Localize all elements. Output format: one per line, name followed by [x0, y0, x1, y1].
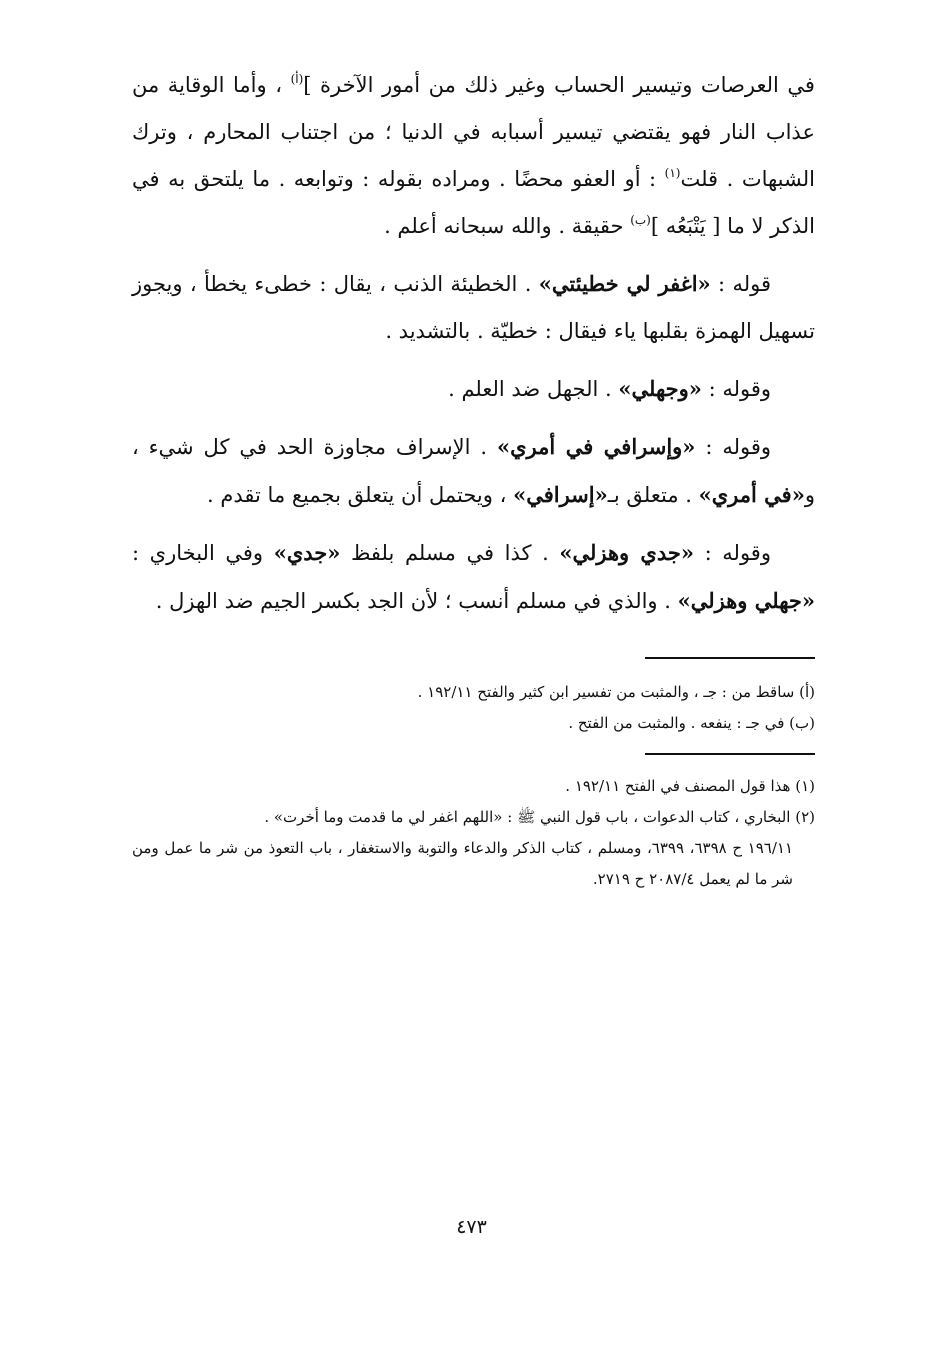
- source-note-2-continuation: ١٩٦/١١ ح ٦٣٩٨، ٦٣٩٩، ومسلم ، كتاب الذكر والدعاء والتوبة والاستغفار ، باب التعوذ من شر ما عمل ومن شر ما لم يعمل ٢٠٨٧/٤ ح ٢٧١٩.: [132, 839, 793, 888]
- page-number: ٤٧٣: [456, 1216, 487, 1238]
- footnote-separator-sources: [645, 753, 815, 755]
- variant-marker-b: (ب): [630, 213, 651, 227]
- explanation-jahli: وقوله : «وجهلي» . الجهل ضد العلم .: [448, 376, 771, 401]
- explanation-israfi: وقوله : «وإسرافي في أمري» . الإسراف مجاوزة الحد في كل شيء ، و«في أمري» . متعلق بـ«إسرافي» ، ويحتمل أن يتعلق بجميع ما تقدم .: [132, 434, 815, 507]
- variant-note-b: (ب) في جـ : ينفعه . والمثبت من الفتح .: [568, 714, 815, 732]
- source-note-1: (١) هذا قول المصنف في الفتح ١٩٢/١١ .: [565, 777, 815, 795]
- footnote-marker-1: (١): [664, 166, 681, 180]
- footnote-separator-variants: [645, 657, 815, 659]
- variant-note-a: (أ) ساقط من : جـ ، والمثبت من تفسير ابن كثير والفتح ١٩٢/١١ .: [417, 683, 815, 701]
- explanation-jiddi: وقوله : «جدي وهزلي» . كذا في مسلم بلفظ «جدي» وفي البخاري : «جهلي وهزلي» . والذي في مسلم أنسب ؛ لأن الجد بكسر الجيم ضد الهزل .: [132, 540, 815, 613]
- explanation-khatiati: قوله : «اغفر لي خطيئتي» . الخطيئة الذنب ، يقال : خطىء يخطأ ، ويجوز تسهيل الهمزة بقلبها ياء فيقال : خطيّة . بالتشديد .: [132, 271, 815, 343]
- source-note-2: (٢) البخاري ، كتاب الدعوات ، باب قول النبي ﷺ : «اللهم اغفر لي ما قدمت وما أخرت» .: [264, 808, 815, 826]
- variant-marker-a: (أ): [290, 72, 304, 86]
- commentary-paragraph: في العرصات وتيسير الحساب وغير ذلك من أمور الآخرة ]$^{(أ)}$ ، وأما الوقاية من عذاب النار فهو يقتضي تيسير أسبابه في الدنيا ؛ من اجتناب المحارم ، وترك الشبهات . قلت$^{(١)}$ : أو العفو محضًا . ومراده بقوله : وتوابعه . ما يلتحق به في الذكر لا ما [ يَتْبَعُه ]$^{(ب)}$ حقيقة . والله سبحانه أعلم .: [132, 72, 815, 238]
